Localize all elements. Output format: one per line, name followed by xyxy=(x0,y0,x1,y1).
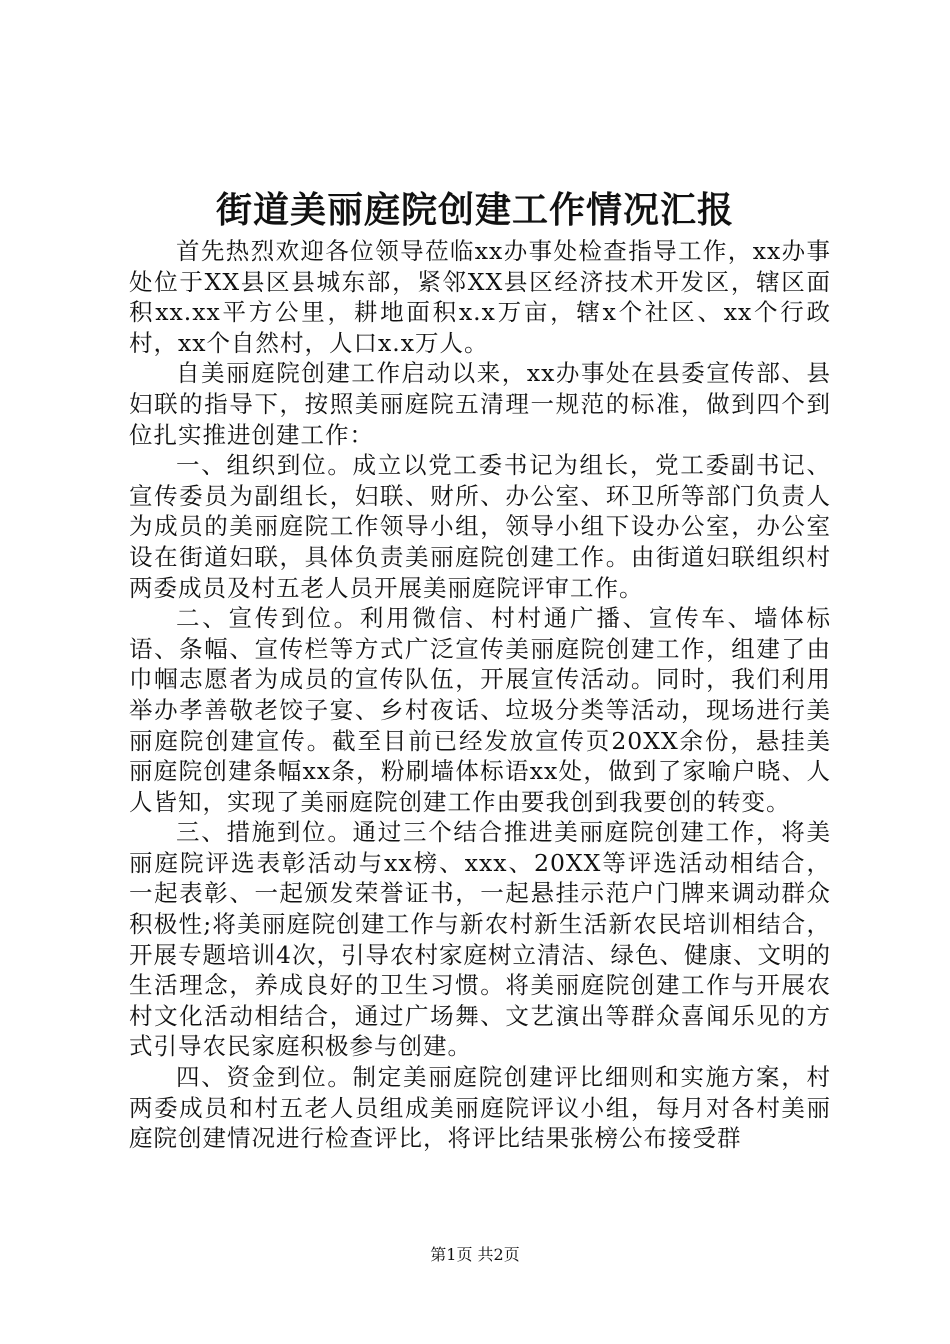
paragraph-measures: 三、措施到位。通过三个结合推进美丽庭院创建工作，将美丽庭院评选表彰活动与xx榜、xxx、20XX等评选活动相结合，一起表彰、一起颁发荣誉证书，一起悬挂示范户门牌来调动群众积极性;将美丽庭院创建工作与新农村新生活新农民培训相结合，开展专题培训4次，引导农村家庭树立清洁、绿色、健康、文明的生活理念，养成良好的卫生习惯。将美丽庭院创建工作与开展农村文化活动相结合，通过广场舞、文艺演出等群众喜闻乐见的方式引导农民家庭积极参与创建。 xyxy=(129,818,831,1061)
paragraph-funding: 四、资金到位。制定美丽庭院创建评比细则和实施方案，村两委成员和村五老人员组成美丽庭院评议小组，每月对各村美丽庭院创建情况进行检查评比，将评比结果张榜公布接受群 xyxy=(129,1063,831,1153)
paragraph-overview: 自美丽庭院创建工作启动以来，xx办事处在县委宣传部、县妇联的指导下，按照美丽庭院五清理一规范的标准，做到四个到位扎实推进创建工作： xyxy=(129,359,831,449)
document-title: 街道美丽庭院创建工作情况汇报 xyxy=(215,189,734,231)
paragraph-organization: 一、组织到位。成立以党工委书记为组长，党工委副书记、宣传委员为副组长，妇联、财所、办公室、环卫所等部门负责人为成员的美丽庭院工作领导小组，领导小组下设办公室，办公室设在街道妇联，具体负责美丽庭院创建工作。由街道妇联组织村两委成员及村五老人员开展美丽庭院评审工作。 xyxy=(129,451,831,602)
document-body xyxy=(129,236,831,1154)
paragraph-intro: 首先热烈欢迎各位领导莅临xx办事处检查指导工作，xx办事处位于XX县区县城东部，紧邻XX县区经济技术开发区，辖区面积xx.xx平方公里，耕地面积x.x万亩，辖x个社区、xx个行政村，xx个自然村，人口x.x万人。 xyxy=(129,237,831,357)
page-number-footer: 第1页 共2页 xyxy=(430,1245,520,1264)
paragraph-publicity: 二、宣传到位。利用微信、村村通广播、宣传车、墙体标语、条幅、宣传栏等方式广泛宣传美丽庭院创建工作，组建了由巾帼志愿者为成员的宣传队伍，开展宣传活动。同时，我们利用举办孝善敬老饺子宴、乡村夜话、垃圾分类等活动，现场进行美丽庭院创建宣传。截至目前已经发放宣传页20XX余份，悬挂美丽庭院创建条幅xx条，粉刷墙体标语xx处，做到了家喻户晓、人人皆知，实现了美丽庭院创建工作由要我创到我要创的转变。 xyxy=(129,604,831,816)
